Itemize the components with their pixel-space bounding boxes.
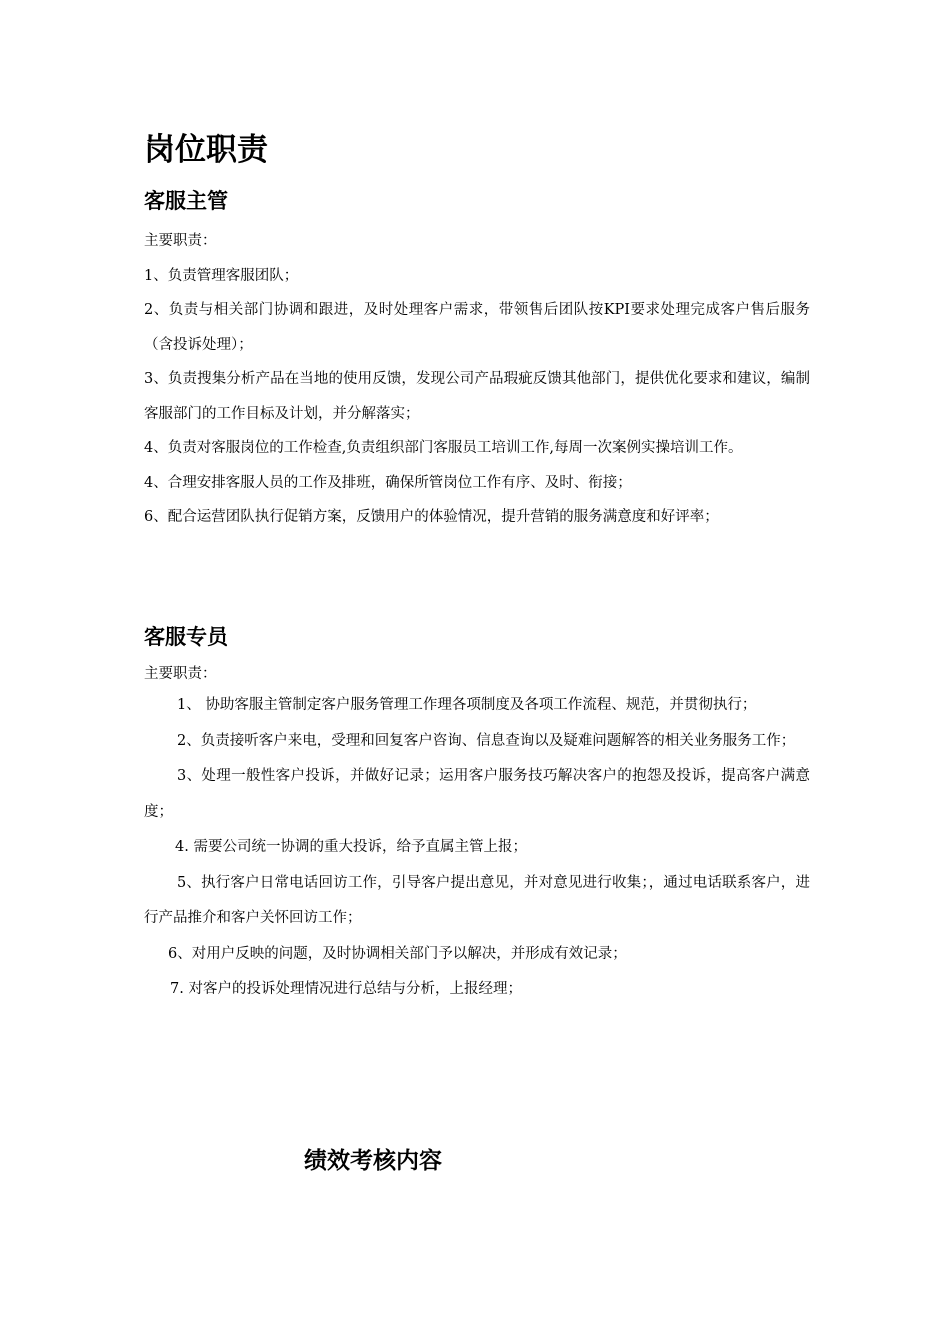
- duty-item: 7. 对客户的投诉处理情况进行总结与分析，上报经理；: [170, 981, 522, 997]
- section-heading-performance: 绩效考核内容: [304, 1148, 442, 1174]
- duty-item: 3、处理一般性客户投诉，并做好记录；运用客户服务技巧解决客户的抱怨及投诉，提高客户满意度；: [144, 768, 810, 820]
- duties-label: 主要职责：: [144, 666, 217, 682]
- duty-item: 6、对用户反映的问题，及时协调相关部门予以解决，并形成有效记录；: [168, 945, 627, 962]
- duty-item: 3、负责搜集分析产品在当地的使用反馈，发现公司产品瑕疵反馈其他部门，提供优化要求和建议，编制客服部门的工作目标及计划，并分解落实；: [144, 371, 810, 422]
- duty-item: 2、负责与相关部门协调和跟进，及时处理客户需求，带领售后团队按KPI要求处理完成客户售后服务（含投诉处理）；: [144, 302, 810, 353]
- duty-item: 4、负责对客服岗位的工作检查,负责组织部门客服员工培训工作,每周一次案例实操培训工作。: [144, 440, 743, 456]
- duty-item: 1、 协助客服主管制定客户服务管理工作理各项制度及各项工作流程、规范，并贯彻执行；: [177, 697, 757, 713]
- page-title: 岗位职责: [144, 132, 268, 168]
- specialist-duties: [144, 660, 810, 1008]
- duty-item: 4. 需要公司统一协调的重大投诉，给予直属主管上报；: [175, 839, 527, 855]
- duty-item: 4、合理安排客服人员的工作及排班，确保所管岗位工作有序、及时、衔接；: [144, 474, 632, 491]
- duty-item: 1、负责管理客服团队；: [144, 267, 299, 284]
- section-heading-specialist: 客服专员: [144, 625, 228, 649]
- supervisor-duties: [144, 224, 810, 535]
- duties-label: 主要职责：: [144, 233, 217, 249]
- duty-item: 2、负责接听客户来电，受理和回复客户咨询、信息查询以及疑难问题解答的相关业务服务工作；: [177, 732, 796, 749]
- section-heading-supervisor: 客服主管: [144, 189, 228, 213]
- duty-item: 6、配合运营团队执行促销方案，反馈用户的体验情况，提升营销的服务满意度和好评率；: [144, 509, 719, 525]
- duty-item: 5、执行客户日常电话回访工作，引导客户提出意见，并对意见进行收集；，通过电话联系客户，进行产品推介和客户关怀回访工作；: [144, 874, 810, 926]
